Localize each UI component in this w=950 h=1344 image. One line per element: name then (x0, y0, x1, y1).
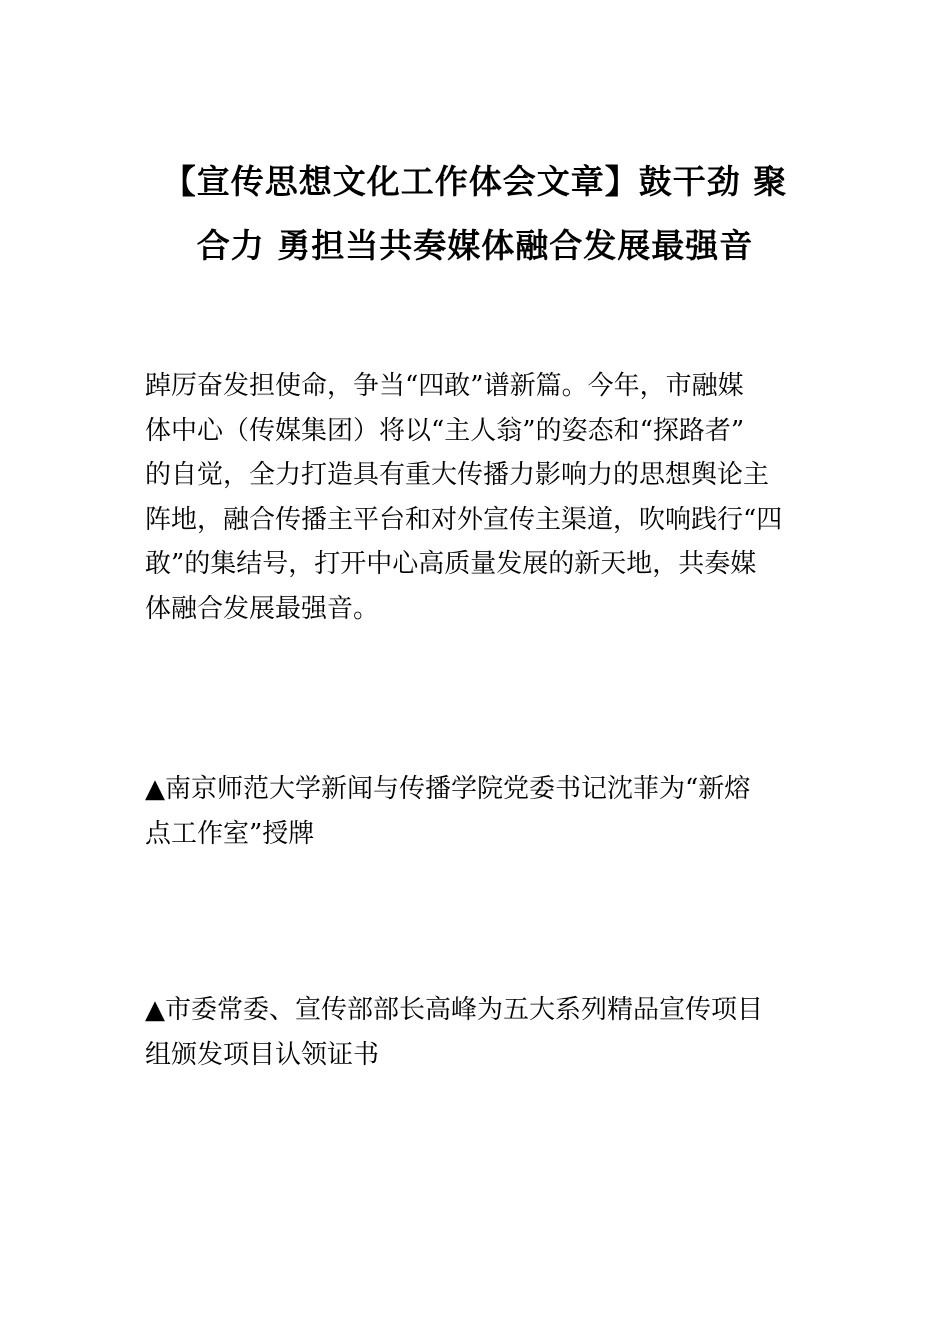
paragraph-line: 体中心（传媒集团）将以“主人翁”的姿态和“探路者” (145, 415, 745, 446)
title-line: 合力 勇担当共奏媒体融合发展最强音 (196, 226, 754, 265)
photo-caption-2 (145, 988, 815, 1077)
paragraph-line: 敢”的集结号，打开中心高质量发展的新天地，共奏媒 (145, 549, 757, 579)
paragraph-line: 踔厉奋发担使命，争当“四敢”谱新篇。今年，市融媒 (145, 371, 744, 401)
paragraph-line: 的自觉，全力打造具有重大传播力影响力的思想舆论主 (145, 460, 770, 490)
caption-line: 组颁发项目认领证书 (145, 1039, 380, 1070)
caption-line: 点工作室”授牌 (145, 818, 315, 849)
paragraph-line: 体融合发展最强音。 (145, 593, 380, 624)
document-title (130, 150, 820, 278)
caption-line: ▲南京师范大学新闻与传播学院党委书记沈菲为“新熔 (145, 774, 751, 804)
paragraph-line: 阵地，融合传播主平台和对外宣传主渠道，吹响践行“四 (145, 504, 783, 535)
title-line: 【宣传思想文化工作体会文章】鼓干劲 聚 (162, 162, 788, 201)
caption-line: ▲市委常委、宣传部部长高峰为五大系列精品宣传项目 (145, 995, 763, 1025)
intro-paragraph (145, 364, 815, 631)
photo-caption-1 (145, 767, 815, 856)
